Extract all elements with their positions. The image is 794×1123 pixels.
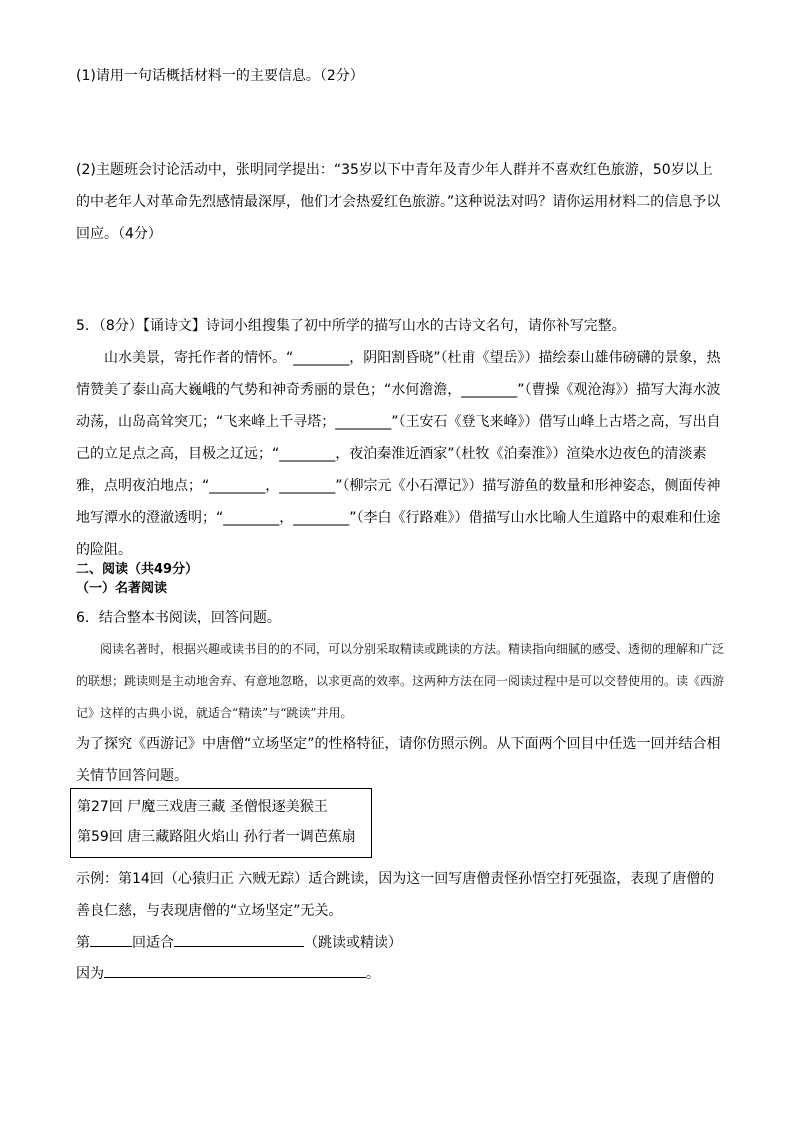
- chapter-option: 第59回 唐三藏路阻火焰山 孙行者一调芭蕉扇: [77, 829, 356, 845]
- question-6-prompt: 为了探究《西游记》中唐僧“立场坚定”的性格特征，请你仿照示例。从下面两个回目中任选一回并结合相关情节回答问题。: [76, 736, 721, 784]
- answer-prefix: 第: [76, 935, 90, 951]
- question-5-body: 山水美景，寄托作者的情怀。“________，阴阳割昏晓”（杜甫《望岳》）描绘泰山雄伟磅礴的景象，热情赞美了泰山高大巍峨的气势和神奇秀丽的景色；“水何澹澹，________”（曹操《观沧海》）描写大海水波动荡，山岛高耸突兀；“飞来峰上千寻塔；________”（王安石《登飞来峰》）借写山峰上古塔之高，写出自己的立足点之高，目极之辽远；“________，夜泊秦淮近酒家”（杜牧《泊秦淮》）渲染水边夜色的清淡素雅，点明夜泊地点；“________，________”（柳宗元《小石潭记》）描写游鱼的数量和形神姿态，侧面传神地写潭水的澄澈透明；“________，________”（李白《行路难》）借描写山水比喻人生道路中的艰难和仕途的险阻。: [76, 350, 721, 558]
- question-6-title: 6．结合整本书阅读，回答问题。: [76, 610, 281, 626]
- reading-method-quote: 阅读名著时，根据兴趣或读书目的的不同，可以分别采取精读或跳读的方法。精读指向细腻的感受、透彻的理解和广泛的联想；跳读则是主动地舍弃、有意地忽略，以求更高的效率。这两种方法在同一阅读过程中是可以交替使用的。读《西游记》这样的古典小说，就适合“精读”与“跳读”并用。: [76, 642, 725, 720]
- reason-blank[interactable]: [104, 963, 366, 978]
- chapter-option: 第27回 尸魔三戏唐三藏 圣僧恨逐美猴王: [77, 799, 328, 815]
- example-answer: 示例：第14回（心猿归正 六贼无踪）适合跳读，因为这一回写唐僧责怪孙悟空打死强盗，表现了唐僧的善良仁慈，与表现唐僧的“立场坚定”无关。: [76, 871, 715, 919]
- chapter-options-box: [70, 788, 372, 858]
- answer-mid: 回适合: [132, 935, 174, 951]
- question-5-title: 5．（8分）【诵诗文】诗词小组搜集了初中所学的描写山水的古诗文名句，请你补写完整。: [76, 318, 626, 334]
- answer-suffix: （跳读或精读）: [304, 935, 402, 951]
- reason-suffix: 。: [366, 966, 380, 982]
- answer-line-reason: [76, 958, 726, 990]
- reason-prefix: 因为: [76, 966, 104, 982]
- question-4-1: (1)请用一句话概括材料一的主要信息。（2分）: [76, 68, 364, 84]
- question-4-2: (2)主题班会讨论活动中，张明同学提出：“35岁以下中青年及青少年人群并不喜欢红色旅游，50岁以上的中老年人对革命先烈感情最深厚，他们才会热爱红色旅游。”这种说法对吗？请你运用材料二的信息予以回应。（4分）: [76, 162, 721, 242]
- section-2-1-heading: （一）名著阅读: [76, 581, 168, 596]
- section-2-heading: 二、阅读（共49分）: [76, 562, 199, 577]
- reading-method-blank[interactable]: [174, 932, 304, 947]
- chapter-number-blank[interactable]: [90, 932, 132, 947]
- answer-line-chapter: [76, 927, 726, 959]
